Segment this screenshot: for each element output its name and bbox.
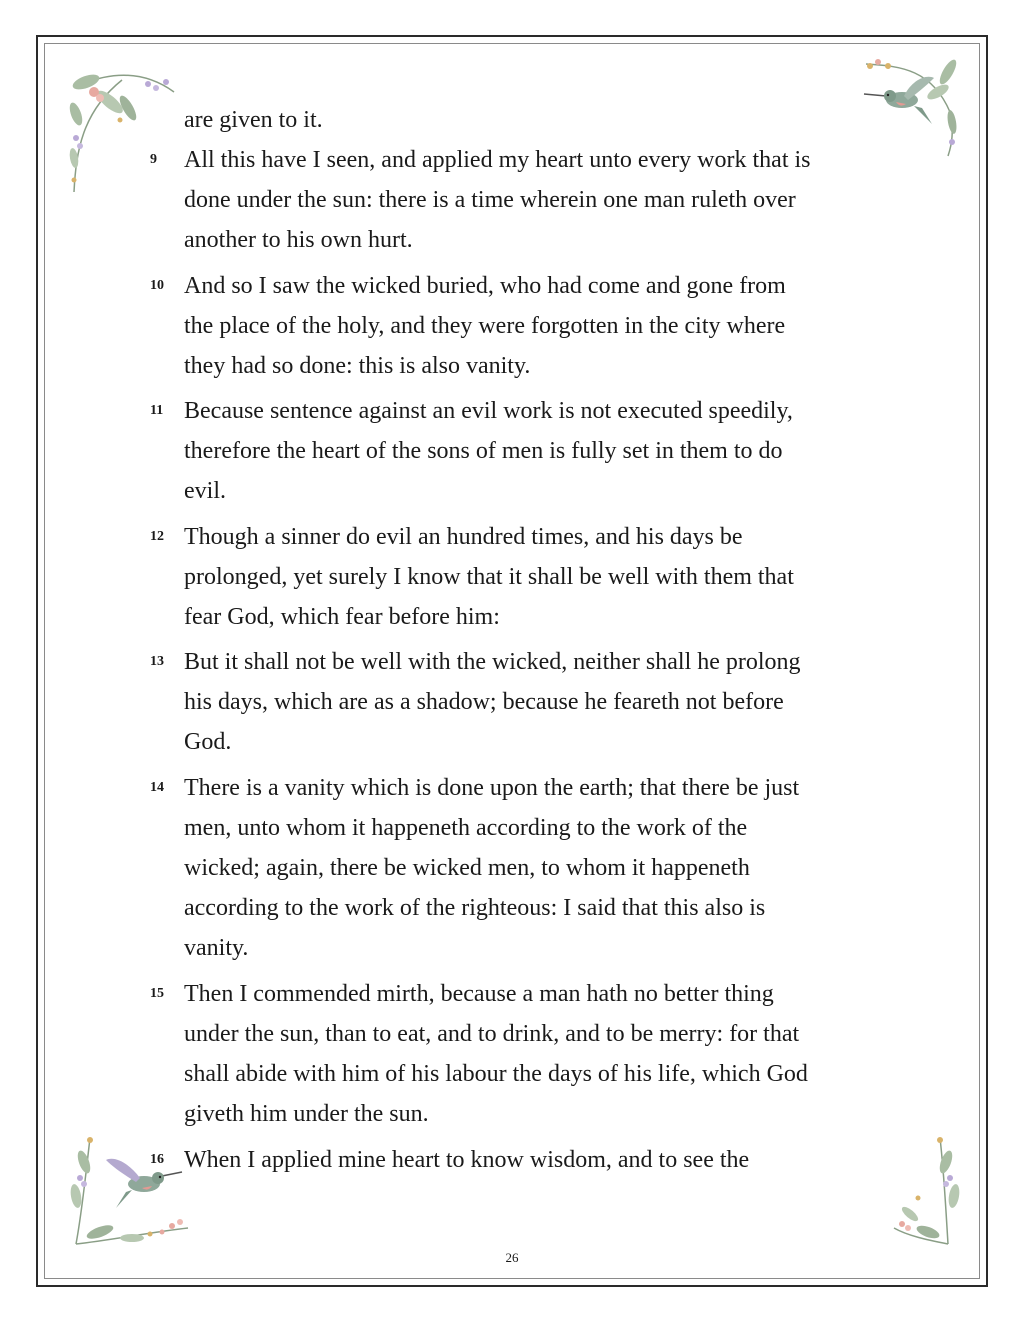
- verse-text: When I applied mine heart to know wisdom, and to see the: [184, 1147, 750, 1173]
- verse-text: Then I commended mirth, because a man hath no better thing under the sun, than to eat, and to drink, and to be merry: for that shall abide with him of his labour the days of his life, which God giveth him under the sun.: [184, 981, 808, 1127]
- floral-corner-icon: [62, 62, 182, 202]
- verse-number: 14: [150, 780, 164, 795]
- verse-text: Though a sinner do evil an hundred times, and his days be prolonged, yet surely I know that it shall be well with them that fear God, which fear before him:: [184, 524, 794, 630]
- hummingbird-floral-icon: [852, 52, 962, 162]
- verse-text: And so I saw the wicked buried, who had come and gone from the place of the holy, and they were forgotten in the city where they had so done: this is also vanity.: [184, 273, 786, 379]
- verse-text: There is a vanity which is done upon the earth; that there be just men, unto whom it happeneth according to the work of the wicked; again, there be wicked men, to whom it happeneth according to the work of the righteous: I said that this also is vanity.: [184, 775, 800, 961]
- verse-number: 13: [150, 654, 164, 669]
- floral-corner-icon: [888, 1132, 968, 1250]
- verse-number: 10: [150, 278, 164, 293]
- verse-number: 9: [150, 152, 157, 167]
- verse-number: 15: [150, 986, 164, 1001]
- page-number: 26: [505, 1250, 519, 1265]
- continuation-text: are given to it.: [184, 107, 323, 133]
- verse-number: 12: [150, 529, 164, 544]
- verse-number: 11: [150, 403, 164, 418]
- verse-text: Because sentence against an evil work is not executed speedily, therefore the heart of the sons of men is fully set in them to do evil.: [184, 398, 793, 504]
- hummingbird-floral-icon: [62, 1132, 192, 1250]
- verse-text: All this have I seen, and applied my heart unto every work that is done under the sun: there is a time wherein one man ruleth over another to his own hurt.: [184, 147, 811, 253]
- verse-text: But it shall not be well with the wicked, neither shall he prolong his days, which are as a shadow; because he feareth not before God.: [184, 649, 801, 755]
- verse-number: 16: [150, 1152, 164, 1167]
